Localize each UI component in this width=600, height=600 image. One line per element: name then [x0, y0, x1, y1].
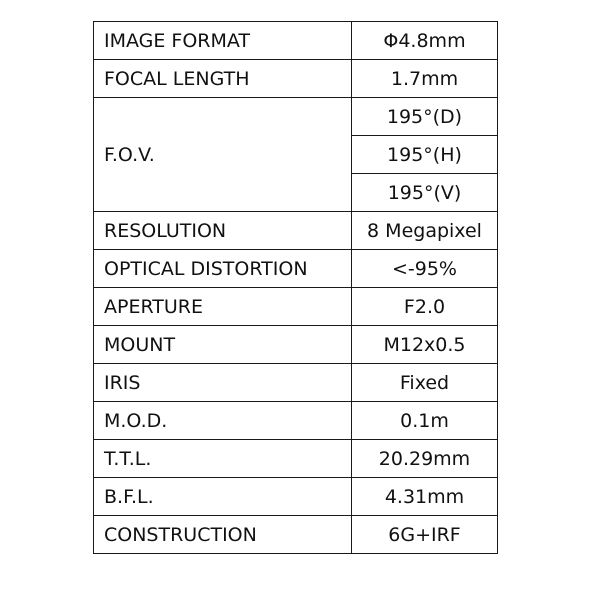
spec-label: CONSTRUCTION — [94, 516, 352, 554]
spec-row-mod — [94, 402, 498, 440]
spec-label: B.F.L. — [94, 478, 352, 516]
spec-value: F2.0 — [352, 288, 498, 326]
spec-value: 1.7mm — [352, 60, 498, 98]
spec-row-resolution — [94, 212, 498, 250]
spec-label: M.O.D. — [94, 402, 352, 440]
spec-row-image-format — [94, 22, 498, 60]
spec-value: 4.31mm — [352, 478, 498, 516]
spec-row-iris — [94, 364, 498, 402]
spec-row-ttl — [94, 440, 498, 478]
spec-value-fov-horizontal: 195°(H) — [352, 136, 498, 174]
spec-value: 20.29mm — [352, 440, 498, 478]
spec-row-focal-length — [94, 60, 498, 98]
spec-row-aperture — [94, 288, 498, 326]
spec-label: FOCAL LENGTH — [94, 60, 352, 98]
spec-value: 6G+IRF — [352, 516, 498, 554]
spec-label: OPTICAL DISTORTION — [94, 250, 352, 288]
spec-row-fov — [94, 98, 498, 136]
lens-spec-table — [93, 21, 498, 554]
spec-value-fov-vertical: 195°(V) — [352, 174, 498, 212]
spec-row-bfl — [94, 478, 498, 516]
spec-label: IRIS — [94, 364, 352, 402]
spec-value-fov-diagonal: 195°(D) — [352, 98, 498, 136]
spec-row-optical-distortion — [94, 250, 498, 288]
spec-label: T.T.L. — [94, 440, 352, 478]
spec-value: Φ4.8mm — [352, 22, 498, 60]
spec-label: F.O.V. — [94, 98, 352, 212]
spec-label: MOUNT — [94, 326, 352, 364]
spec-label: IMAGE FORMAT — [94, 22, 352, 60]
spec-value: <-95% — [352, 250, 498, 288]
spec-value: 8 Megapixel — [352, 212, 498, 250]
spec-value: Fixed — [352, 364, 498, 402]
spec-row-mount — [94, 326, 498, 364]
spec-value: M12x0.5 — [352, 326, 498, 364]
spec-label: APERTURE — [94, 288, 352, 326]
spec-label: RESOLUTION — [94, 212, 352, 250]
spec-row-construction — [94, 516, 498, 554]
spec-value: 0.1m — [352, 402, 498, 440]
